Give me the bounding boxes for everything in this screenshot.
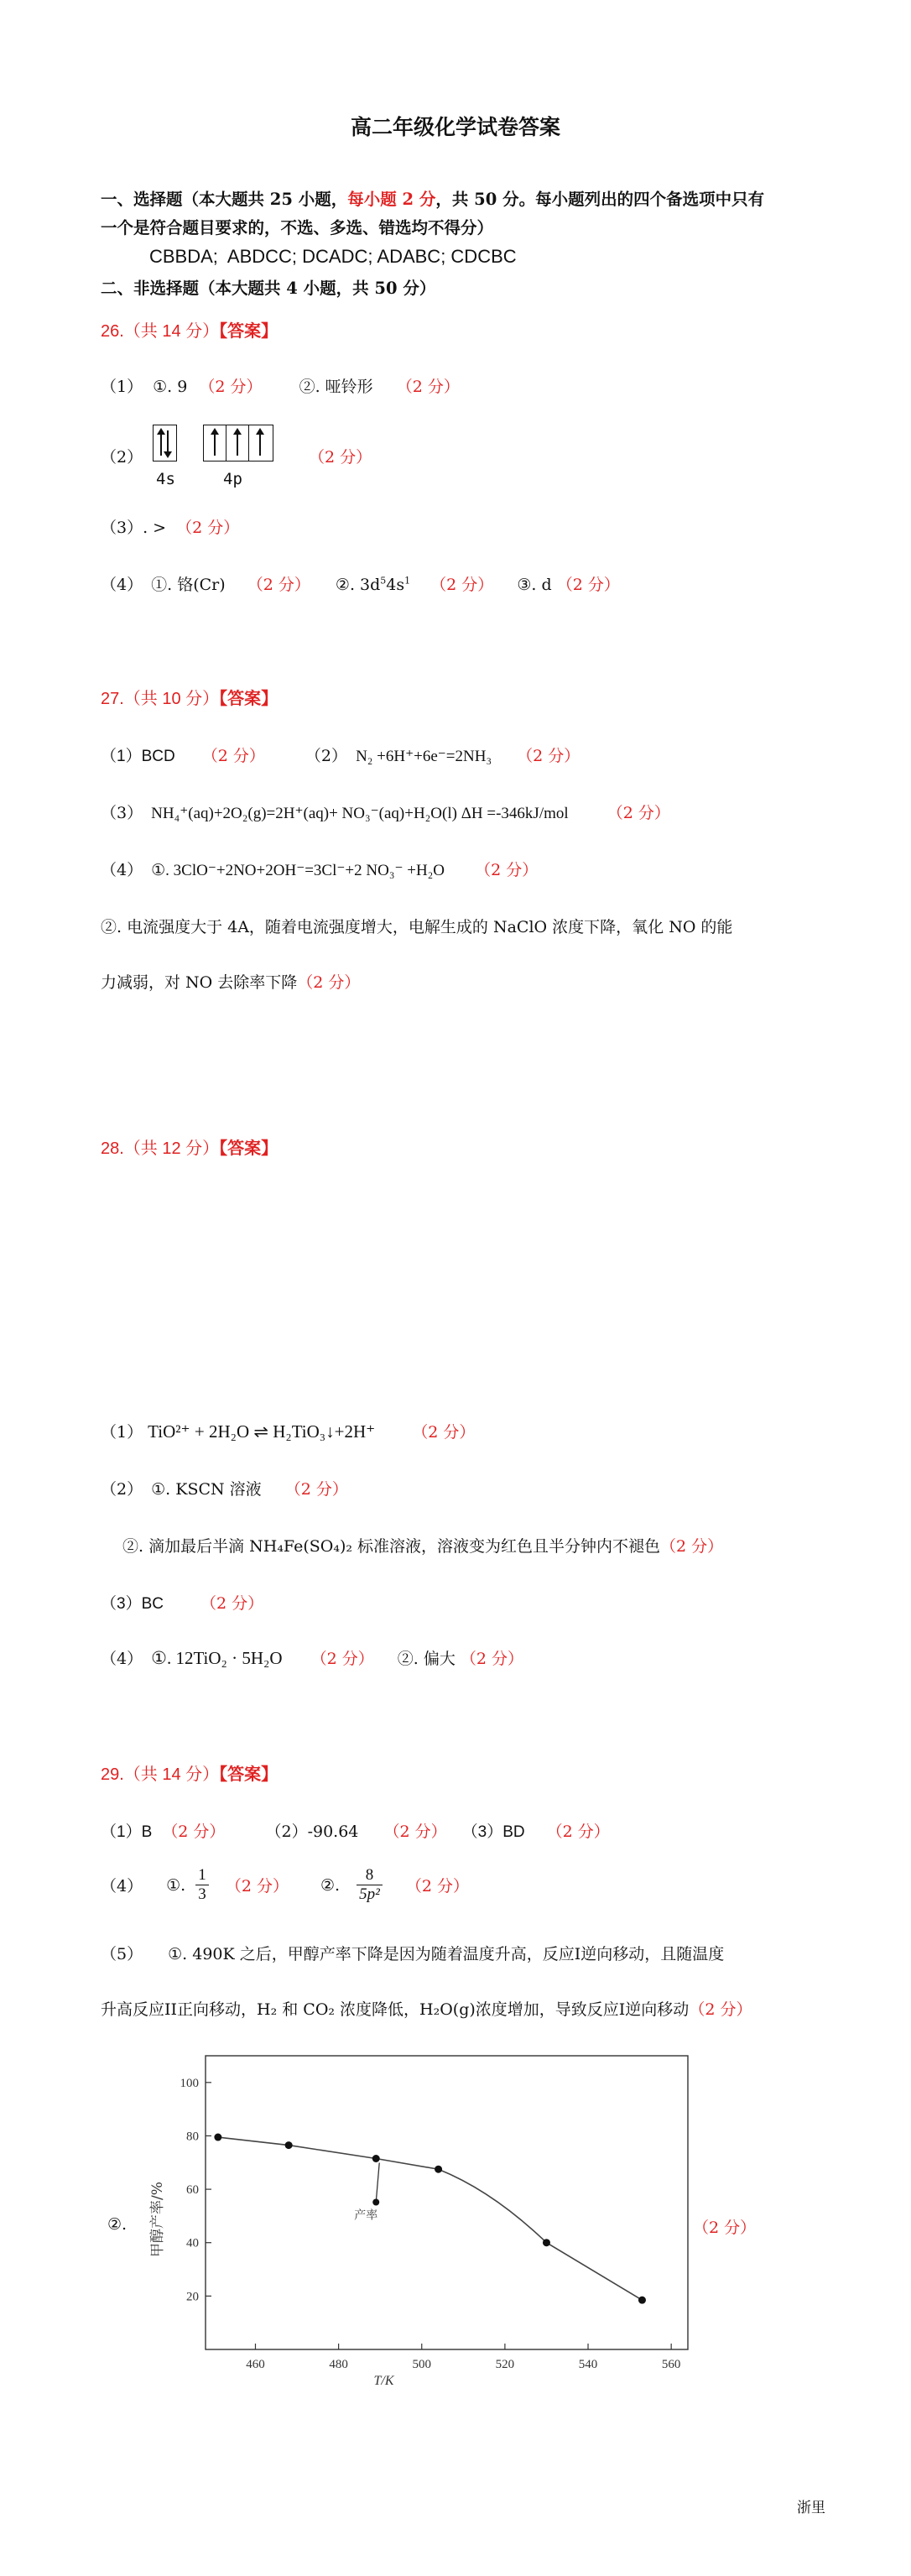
score: （2 分）: [225, 1877, 289, 1895]
fraction-denominator: 5p²: [359, 1885, 380, 1903]
score: （2 分）: [284, 1480, 348, 1499]
score: （2 分）: [297, 973, 361, 992]
data-point: [285, 2141, 293, 2149]
x-tick-label: 460: [246, 2358, 265, 2371]
y-axis-label: 甲醇产率/%: [149, 2182, 166, 2257]
annotation-label: 产率: [354, 2208, 378, 2223]
orbital-label-4s: 4s: [156, 470, 175, 488]
section1-heading-line2: 一个是符合题目要求的，不选、多选、错选均不得分）: [101, 218, 494, 237]
score: （2 分）: [309, 448, 372, 467]
annotation-leader: [376, 2163, 379, 2203]
x-tick-label: 560: [661, 2358, 681, 2371]
data-point: [372, 2155, 380, 2162]
score: （2 分）: [606, 804, 670, 822]
q26-score: 26.（共 14 分）: [101, 322, 220, 341]
answer-tag: 【答案】: [219, 690, 279, 708]
fraction-denominator: 3: [198, 1885, 206, 1903]
x-tick-label: 500: [412, 2358, 432, 2371]
answer-text: ③. d: [517, 576, 552, 594]
q27-line4: ②. 电流强度大于 4A，随着电流强度增大，电解生成的 NaClO 浓度下降，氧化 NO 的能: [101, 918, 733, 936]
equation: N₂ +6H⁺+6e⁻=2NH₃: [356, 748, 492, 765]
equation: ①. 3ClO⁻+2NO+2OH⁻=3Cl⁻+2 NO₃⁻ +H₂O: [151, 862, 445, 879]
q26-line2-number: （2）: [101, 448, 143, 467]
annotation-point: [372, 2199, 379, 2206]
score: （2 分）: [396, 378, 460, 396]
q29-score: 29.（共 14 分）: [101, 1765, 220, 1784]
q26-line3: [101, 515, 239, 538]
data-point: [214, 2134, 221, 2141]
score: （2 分）: [689, 2000, 752, 2019]
q29-line3: [101, 1942, 724, 1964]
q27-line1: [101, 743, 580, 766]
part-number: （4）: [101, 576, 143, 594]
electron-config: ②. 3d: [335, 576, 381, 594]
q29-line2: [101, 1866, 469, 1904]
plot-frame: [206, 2056, 688, 2349]
q28-line5: [101, 1646, 523, 1669]
superscript: 5: [380, 575, 387, 587]
answer-text: （3）. >: [101, 519, 167, 537]
answer-text: （1）B: [101, 1823, 153, 1841]
answer-text: （3）BD: [461, 1823, 525, 1841]
answer-text: ②. 哑铃形: [299, 378, 373, 396]
score: （2 分）: [460, 1650, 524, 1668]
x-tick-label: 540: [578, 2358, 598, 2371]
q28-line1: [101, 1420, 475, 1442]
fraction-numerator: 8: [357, 1866, 383, 1885]
answer-text: （2）-90.64: [265, 1822, 359, 1841]
y-tick-label: 80: [186, 2130, 199, 2144]
part-number: （1）: [101, 378, 143, 396]
score: （2 分）: [412, 1423, 476, 1442]
q29-header: [101, 1760, 278, 1785]
part-number: （4）: [101, 1877, 143, 1895]
chart-label: ②.: [107, 2215, 128, 2234]
equation: NH₄⁺(aq)+2O₂(g)=2H⁺(aq)+ NO₃⁻(aq)+H₂O(l) ΔH =-346kJ/mol: [151, 805, 569, 822]
part-number: （4）: [101, 1650, 143, 1668]
score: （2 分）: [383, 1822, 447, 1841]
q28-score: 28.（共 12 分）: [101, 1139, 220, 1158]
q27-line3: [101, 858, 538, 880]
x-tick-label: 520: [495, 2358, 515, 2371]
footer-text: 浙里: [797, 2500, 825, 2516]
q26-header: [101, 317, 278, 342]
answer-text: [336, 576, 410, 594]
score-per-question: 每小题 2 分: [347, 190, 436, 209]
x-tick-label: 480: [329, 2358, 348, 2371]
score: （2 分）: [201, 747, 265, 765]
score: （2 分）: [660, 1537, 724, 1556]
answer-text: （3）BC: [101, 1595, 164, 1613]
y-tick-label: 20: [186, 2290, 199, 2304]
q28-header: [101, 1134, 278, 1159]
page-title: 高二年级化学试卷答案: [350, 115, 560, 139]
answer-tag: 【答案】: [219, 1765, 279, 1784]
superscript: 1: [404, 575, 411, 587]
q28-line2: [101, 1477, 348, 1499]
score: （2 分）: [405, 1877, 470, 1895]
fraction-numerator: 1: [195, 1866, 209, 1885]
answer-text: ②.: [320, 1875, 341, 1895]
score: （2 分）: [475, 861, 539, 879]
q27-line2: [101, 800, 670, 823]
data-point: [543, 2239, 550, 2246]
score: （2 分）: [247, 576, 310, 594]
answer-text: ①. 490K 之后，甲醇产率下降是因为随着温度升高，反应I逆向移动，且随温度: [168, 1945, 725, 1963]
equation: TiO²⁺ + 2H₂O ⇌ H₂TiO₃↓+2H⁺: [148, 1421, 376, 1442]
score: （2 分）: [546, 1822, 610, 1841]
data-point: [435, 2166, 442, 2173]
y-tick-label: 60: [186, 2183, 199, 2198]
score: （2 分）: [200, 1594, 264, 1613]
part-number: （3）: [101, 804, 143, 822]
score: （2 分）: [430, 576, 494, 594]
answer-text: （1）BCD: [101, 748, 175, 765]
y-tick-label: 100: [180, 2076, 199, 2090]
orbital-label-4p: 4p: [223, 470, 242, 488]
answer-text: ①. 12TiO₂ · 5H₂O: [151, 1648, 283, 1668]
orbital-4s-box: [153, 425, 177, 461]
q26-line1: [101, 374, 460, 397]
part-number: （4）: [101, 861, 143, 879]
score: （2 分）: [517, 747, 580, 765]
score: （2 分）: [176, 519, 240, 537]
answer-text: ①. 铬(Cr): [151, 576, 226, 594]
choice-answers: CBBDA; ABDCC; DCADC; ADABC; CDCBC: [149, 246, 517, 267]
q28-line3: [122, 1534, 723, 1557]
part-number: （5）: [101, 1945, 143, 1963]
part-number: （2）: [101, 1480, 143, 1499]
q27-score: 27.（共 10 分）: [101, 690, 220, 708]
electron-config: 4s: [386, 576, 405, 594]
score: （2 分）: [162, 1822, 226, 1841]
orbital-4p-box: [203, 425, 273, 461]
methanol-yield-chart: [126, 2039, 730, 2408]
y-tick-label: 40: [186, 2236, 199, 2250]
q29-line4: [101, 1997, 752, 2020]
answer-text: ②. 偏大: [397, 1650, 456, 1668]
q27-line5: [101, 970, 360, 993]
part-number: （1）: [101, 1423, 143, 1442]
fraction-8-over-5p2: [357, 1866, 383, 1904]
section1-heading-part: ，共 50 分。每小题列出的四个备选项中只有: [435, 190, 765, 209]
answer-text: 升高反应II正向移动，H₂ 和 CO₂ 浓度降低，H₂O(g)浓度增加，导致反应I逆向移动: [101, 2000, 690, 2019]
q29-line1: [101, 1819, 610, 1842]
q28-line4: [101, 1591, 263, 1614]
data-point: [638, 2297, 646, 2304]
q26-line4: [101, 572, 620, 595]
answer-text: ②. 滴加最后半滴 NH₄Fe(SO₄)₂ 标准溶液，溶液变为红色且半分钟内不褪色: [122, 1537, 661, 1556]
answer-text: ①. KSCN 溶液: [151, 1480, 262, 1499]
score: （2 分）: [310, 1650, 374, 1668]
score: （2 分）: [199, 378, 263, 396]
section1-heading: [101, 186, 764, 210]
score: （2 分）: [693, 2219, 757, 2237]
q27-header: [101, 685, 278, 709]
answer-text: ①.: [166, 1875, 186, 1895]
answer-text: 力减弱，对 NO 去除率下降: [101, 973, 298, 992]
part-number: （2）: [305, 747, 348, 765]
series-line: [218, 2137, 643, 2300]
fraction-one-third: [195, 1866, 209, 1904]
x-axis-label: T/K: [373, 2374, 394, 2388]
answer-tag: 【答案】: [219, 322, 279, 341]
section2-heading: 二、非选择题（本大题共 4 小题，共 50 分）: [101, 279, 436, 298]
section1-heading-part: 一、选择题（本大题共 25 小题，: [101, 190, 348, 209]
answer-tag: 【答案】: [219, 1139, 279, 1158]
score: （2 分）: [556, 576, 620, 594]
answer-text: ①. 9: [153, 378, 188, 396]
